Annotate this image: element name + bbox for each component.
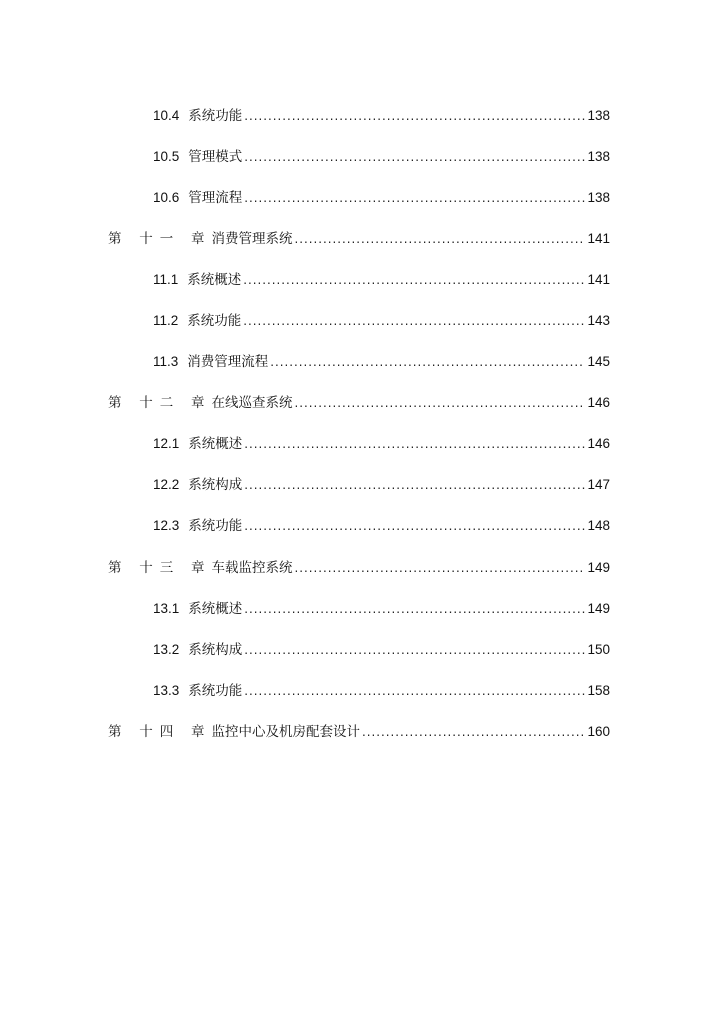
toc-entry-line	[153, 517, 720, 535]
chapter-label: 第 十三 章	[108, 559, 212, 575]
section-title: 消费管理流程	[187, 354, 269, 370]
page-number: 147	[587, 477, 610, 493]
page-number: 138	[587, 148, 610, 164]
toc-entry-line	[153, 476, 720, 494]
toc-entry-section[interactable]	[0, 506, 720, 547]
toc-entry-section[interactable]	[0, 95, 720, 136]
toc-entry-chapter[interactable]	[0, 711, 720, 752]
page-number: 158	[587, 682, 610, 698]
section-number: 10.6	[153, 189, 180, 205]
dot-leader	[244, 435, 585, 453]
dot-leader	[244, 476, 585, 494]
toc-entry-line	[153, 148, 720, 166]
section-title: 系统概述	[188, 436, 243, 452]
dot-leader	[295, 394, 586, 412]
page-number: 160	[587, 723, 610, 739]
dot-leader	[295, 559, 586, 577]
section-title: 系统构成	[188, 641, 243, 657]
toc-entry-line	[153, 353, 720, 371]
dot-leader	[244, 107, 585, 125]
toc-entry-line	[153, 600, 720, 618]
section-number: 10.5	[153, 148, 180, 164]
toc-entry-line	[153, 271, 720, 289]
toc-entry-line	[153, 682, 720, 700]
toc-entry-section[interactable]	[0, 670, 720, 711]
page-number: 143	[587, 313, 610, 329]
page-number: 149	[587, 559, 610, 575]
dot-leader	[244, 600, 585, 618]
section-number: 13.2	[153, 641, 180, 657]
toc-entry-section[interactable]	[0, 136, 720, 177]
toc-entry-line	[153, 435, 720, 453]
section-number: 11.2	[153, 313, 179, 329]
toc-entry-section[interactable]	[0, 465, 720, 506]
section-title: 系统构成	[188, 477, 243, 493]
toc-entry-chapter[interactable]	[0, 547, 720, 588]
dot-leader	[362, 723, 585, 741]
toc-entry-line	[153, 312, 720, 330]
section-title: 系统功能	[188, 682, 243, 698]
section-title: 系统概述	[188, 600, 243, 616]
section-title: 系统功能	[188, 518, 243, 534]
chapter-label: 第 十一 章	[108, 230, 212, 246]
dot-leader	[244, 148, 585, 166]
dot-leader	[243, 312, 585, 330]
page-number: 146	[587, 395, 610, 411]
toc-entry-section[interactable]	[0, 342, 720, 383]
chapter-title: 在线巡查系统	[211, 395, 293, 411]
section-title: 系统功能	[187, 313, 242, 329]
dot-leader	[244, 517, 585, 535]
page-number: 141	[587, 271, 610, 287]
toc-entry-section[interactable]	[0, 424, 720, 465]
toc-entry-section[interactable]	[0, 177, 720, 218]
section-title: 管理流程	[188, 189, 243, 205]
section-title: 系统概述	[187, 271, 242, 287]
dot-leader	[244, 682, 585, 700]
chapter-title: 消费管理系统	[211, 230, 293, 246]
chapter-label: 第 十二 章	[108, 395, 212, 411]
dot-leader	[270, 353, 585, 371]
page-number: 148	[587, 518, 610, 534]
page-number: 138	[587, 189, 610, 205]
page-number: 141	[587, 230, 610, 246]
chapter-title: 车载监控系统	[211, 559, 293, 575]
section-number: 12.2	[153, 477, 180, 493]
dot-leader	[295, 230, 586, 248]
section-number: 11.3	[153, 354, 179, 370]
toc-entry-section[interactable]	[0, 300, 720, 341]
page-number: 149	[587, 600, 610, 616]
section-number: 11.1	[153, 271, 179, 287]
section-number: 13.1	[153, 600, 180, 616]
toc-entry-line	[108, 723, 720, 741]
page-number: 146	[587, 436, 610, 452]
toc-entry-line	[108, 559, 720, 577]
chapter-label: 第 十四 章	[108, 723, 212, 739]
toc-entry-line	[153, 189, 720, 207]
section-number: 12.3	[153, 518, 180, 534]
chapter-title: 监控中心及机房配套设计	[211, 723, 361, 739]
section-number: 10.4	[153, 107, 180, 123]
toc-entry-chapter[interactable]	[0, 383, 720, 424]
section-title: 系统功能	[188, 107, 243, 123]
toc-entry-line	[153, 641, 720, 659]
table-of-contents	[0, 95, 720, 753]
page-number: 138	[587, 107, 610, 123]
dot-leader	[244, 189, 585, 207]
toc-entry-section[interactable]	[0, 588, 720, 629]
dot-leader	[244, 641, 585, 659]
page-number: 145	[587, 354, 610, 370]
toc-entry-section[interactable]	[0, 259, 720, 300]
section-title: 管理模式	[188, 148, 243, 164]
page-number: 150	[587, 641, 610, 657]
section-number: 13.3	[153, 682, 180, 698]
toc-entry-line	[108, 394, 720, 412]
toc-entry-chapter[interactable]	[0, 218, 720, 259]
dot-leader	[243, 271, 585, 289]
section-number: 12.1	[153, 436, 180, 452]
toc-entry-section[interactable]	[0, 629, 720, 670]
toc-entry-line	[108, 230, 720, 248]
toc-entry-line	[153, 107, 720, 125]
